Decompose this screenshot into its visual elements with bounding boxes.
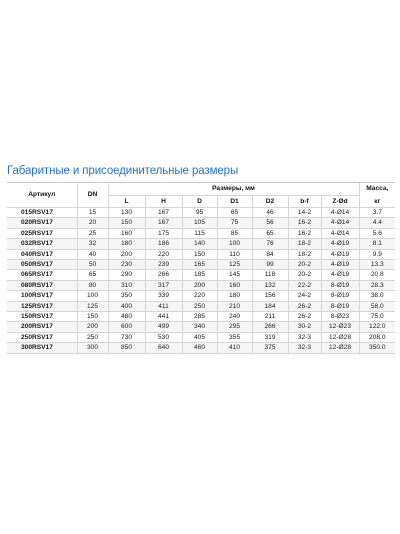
cell-h: 220	[145, 249, 182, 259]
cell-d2: 132	[252, 280, 288, 290]
cell-d2: 65	[252, 228, 288, 238]
cell-h: 411	[145, 301, 182, 311]
cell-d: 185	[182, 270, 217, 280]
cell-mass: 38.0	[359, 291, 395, 301]
cell-d1: 295	[217, 322, 252, 332]
cell-article: 015RSV17	[7, 208, 77, 218]
cell-h: 441	[145, 312, 182, 322]
cell-h: 175	[145, 228, 182, 238]
cell-dn: 32	[77, 239, 108, 249]
cell-dn: 300	[77, 343, 108, 353]
cell-h: 499	[145, 322, 182, 332]
col-header-l: L	[108, 196, 145, 208]
cell-article: 040RSV17	[7, 249, 77, 259]
cell-d1: 355	[217, 332, 252, 342]
cell-d1: 145	[217, 270, 252, 280]
cell-b-f: 20-2	[288, 270, 321, 280]
col-header-dims-group: Размеры, мм	[108, 183, 359, 196]
cell-l: 160	[108, 228, 145, 238]
cell-article: 080RSV17	[7, 280, 77, 290]
cell-b-f: 32-3	[288, 343, 321, 353]
cell-d: 460	[182, 343, 217, 353]
cell-b-f: 20-2	[288, 260, 321, 270]
cell-z-d: 4-Ø19	[321, 270, 359, 280]
cell-mass: 5.6	[359, 228, 395, 238]
cell-mass: 208.0	[359, 332, 395, 342]
cell-l: 400	[108, 301, 145, 311]
section-title: Габаритные и присоединительные размеры	[7, 165, 239, 177]
cell-d: 220	[182, 291, 217, 301]
cell-b-f: 30-2	[288, 322, 321, 332]
col-header-mass: Масса,	[359, 183, 395, 196]
cell-mass: 28.3	[359, 280, 395, 290]
cell-mass: 122.0	[359, 322, 395, 332]
cell-b-f: 24-2	[288, 291, 321, 301]
cell-h: 266	[145, 270, 182, 280]
cell-z-d: 8-Ø23	[321, 312, 359, 322]
cell-mass: 9.9	[359, 249, 395, 259]
cell-d: 150	[182, 249, 217, 259]
cell-l: 200	[108, 249, 145, 259]
cell-article: 125RSV17	[7, 301, 77, 311]
cell-article: 032RSV17	[7, 239, 77, 249]
cell-article: 050RSV17	[7, 260, 77, 270]
col-header-d1: D1	[217, 196, 252, 208]
cell-d: 340	[182, 322, 217, 332]
cell-article: 020RSV17	[7, 218, 77, 228]
table-row	[7, 239, 395, 249]
cell-d2: 184	[252, 301, 288, 311]
cell-d2: 99	[252, 260, 288, 270]
table-row	[7, 322, 395, 332]
cell-d: 165	[182, 260, 217, 270]
cell-b-f: 18-2	[288, 249, 321, 259]
cell-d1: 85	[217, 228, 252, 238]
cell-mass: 350.0	[359, 343, 395, 353]
cell-l: 130	[108, 208, 145, 218]
cell-dn: 150	[77, 312, 108, 322]
cell-h: 167	[145, 218, 182, 228]
cell-h: 530	[145, 332, 182, 342]
cell-d2: 211	[252, 312, 288, 322]
cell-b-f: 18-2	[288, 239, 321, 249]
cell-z-d: 12-Ø28	[321, 332, 359, 342]
table-row	[7, 218, 395, 228]
cell-mass: 58.0	[359, 301, 395, 311]
cell-dn: 250	[77, 332, 108, 342]
cell-d: 405	[182, 332, 217, 342]
cell-d2: 375	[252, 343, 288, 353]
cell-d2: 84	[252, 249, 288, 259]
cell-l: 180	[108, 239, 145, 249]
table-row	[7, 208, 395, 218]
cell-z-d: 4-Ø14	[321, 208, 359, 218]
cell-mass: 75.0	[359, 312, 395, 322]
cell-l: 850	[108, 343, 145, 353]
cell-article: 065RSV17	[7, 270, 77, 280]
cell-b-f: 16-2	[288, 228, 321, 238]
col-header-d2: D2	[252, 196, 288, 208]
cell-h: 640	[145, 343, 182, 353]
table-row	[7, 332, 395, 342]
cell-h: 317	[145, 280, 182, 290]
cell-z-d: 4-Ø14	[321, 228, 359, 238]
cell-l: 730	[108, 332, 145, 342]
cell-d1: 210	[217, 301, 252, 311]
col-header-b-f: b-f	[288, 196, 321, 208]
cell-d1: 75	[217, 218, 252, 228]
cell-l: 600	[108, 322, 145, 332]
cell-z-d: 12-Ø28	[321, 343, 359, 353]
table-row	[7, 312, 395, 322]
cell-article: 200RSV17	[7, 322, 77, 332]
cell-d1: 65	[217, 208, 252, 218]
cell-mass: 13.3	[359, 260, 395, 270]
table-row	[7, 280, 395, 290]
cell-article: 100RSV17	[7, 291, 77, 301]
cell-d2: 266	[252, 322, 288, 332]
col-header-z-d: Z-Ød	[321, 196, 359, 208]
cell-d: 250	[182, 301, 217, 311]
table-row	[7, 270, 395, 280]
cell-z-d: 4-Ø19	[321, 249, 359, 259]
cell-b-f: 26-2	[288, 301, 321, 311]
cell-z-d: 4-Ø19	[321, 260, 359, 270]
cell-h: 167	[145, 208, 182, 218]
cell-dn: 40	[77, 249, 108, 259]
cell-d: 115	[182, 228, 217, 238]
table-row	[7, 291, 395, 301]
cell-d1: 110	[217, 249, 252, 259]
cell-mass: 20.8	[359, 270, 395, 280]
cell-b-f: 32-3	[288, 332, 321, 342]
dimensions-table	[7, 182, 395, 354]
table-row	[7, 343, 395, 353]
cell-h: 339	[145, 291, 182, 301]
cell-z-d: 8-Ø19	[321, 301, 359, 311]
cell-h: 239	[145, 260, 182, 270]
cell-d2: 46	[252, 208, 288, 218]
cell-d: 200	[182, 280, 217, 290]
cell-z-d: 8-Ø19	[321, 291, 359, 301]
col-header-d: D	[182, 196, 217, 208]
cell-mass: 3.7	[359, 208, 395, 218]
cell-article: 025RSV17	[7, 228, 77, 238]
cell-z-d: 12-Ø23	[321, 322, 359, 332]
cell-d1: 100	[217, 239, 252, 249]
cell-l: 290	[108, 270, 145, 280]
cell-l: 480	[108, 312, 145, 322]
cell-d1: 160	[217, 280, 252, 290]
table-row	[7, 249, 395, 259]
cell-article: 150RSV17	[7, 312, 77, 322]
cell-l: 230	[108, 260, 145, 270]
cell-dn: 15	[77, 208, 108, 218]
cell-d1: 125	[217, 260, 252, 270]
col-header-h: H	[145, 196, 182, 208]
cell-z-d: 4-Ø19	[321, 239, 359, 249]
cell-b-f: 16-2	[288, 218, 321, 228]
cell-d2: 118	[252, 270, 288, 280]
cell-z-d: 4-Ø14	[321, 218, 359, 228]
cell-d1: 410	[217, 343, 252, 353]
cell-b-f: 26-2	[288, 312, 321, 322]
cell-z-d: 8-Ø19	[321, 280, 359, 290]
cell-d2: 319	[252, 332, 288, 342]
cell-dn: 200	[77, 322, 108, 332]
cell-mass: 4.4	[359, 218, 395, 228]
cell-d2: 76	[252, 239, 288, 249]
cell-h: 186	[145, 239, 182, 249]
cell-l: 310	[108, 280, 145, 290]
cell-l: 150	[108, 218, 145, 228]
cell-article: 300RSV17	[7, 343, 77, 353]
cell-l: 350	[108, 291, 145, 301]
cell-d: 140	[182, 239, 217, 249]
cell-d1: 240	[217, 312, 252, 322]
cell-d2: 56	[252, 218, 288, 228]
cell-mass: 8.1	[359, 239, 395, 249]
cell-article: 250RSV17	[7, 332, 77, 342]
cell-dn: 100	[77, 291, 108, 301]
cell-d2: 156	[252, 291, 288, 301]
cell-d: 285	[182, 312, 217, 322]
cell-dn: 65	[77, 270, 108, 280]
col-header-article: Артикул	[7, 183, 77, 208]
cell-b-f: 22-2	[288, 280, 321, 290]
cell-dn: 50	[77, 260, 108, 270]
cell-b-f: 14-2	[288, 208, 321, 218]
table-row	[7, 301, 395, 311]
col-header-mass-unit: кг	[359, 196, 395, 208]
cell-d: 105	[182, 218, 217, 228]
cell-d: 95	[182, 208, 217, 218]
table-row	[7, 260, 395, 270]
table-row	[7, 228, 395, 238]
cell-dn: 20	[77, 218, 108, 228]
cell-dn: 125	[77, 301, 108, 311]
col-header-dn: DN	[77, 183, 108, 208]
cell-dn: 80	[77, 280, 108, 290]
table-body	[7, 208, 395, 354]
cell-dn: 25	[77, 228, 108, 238]
cell-d1: 180	[217, 291, 252, 301]
